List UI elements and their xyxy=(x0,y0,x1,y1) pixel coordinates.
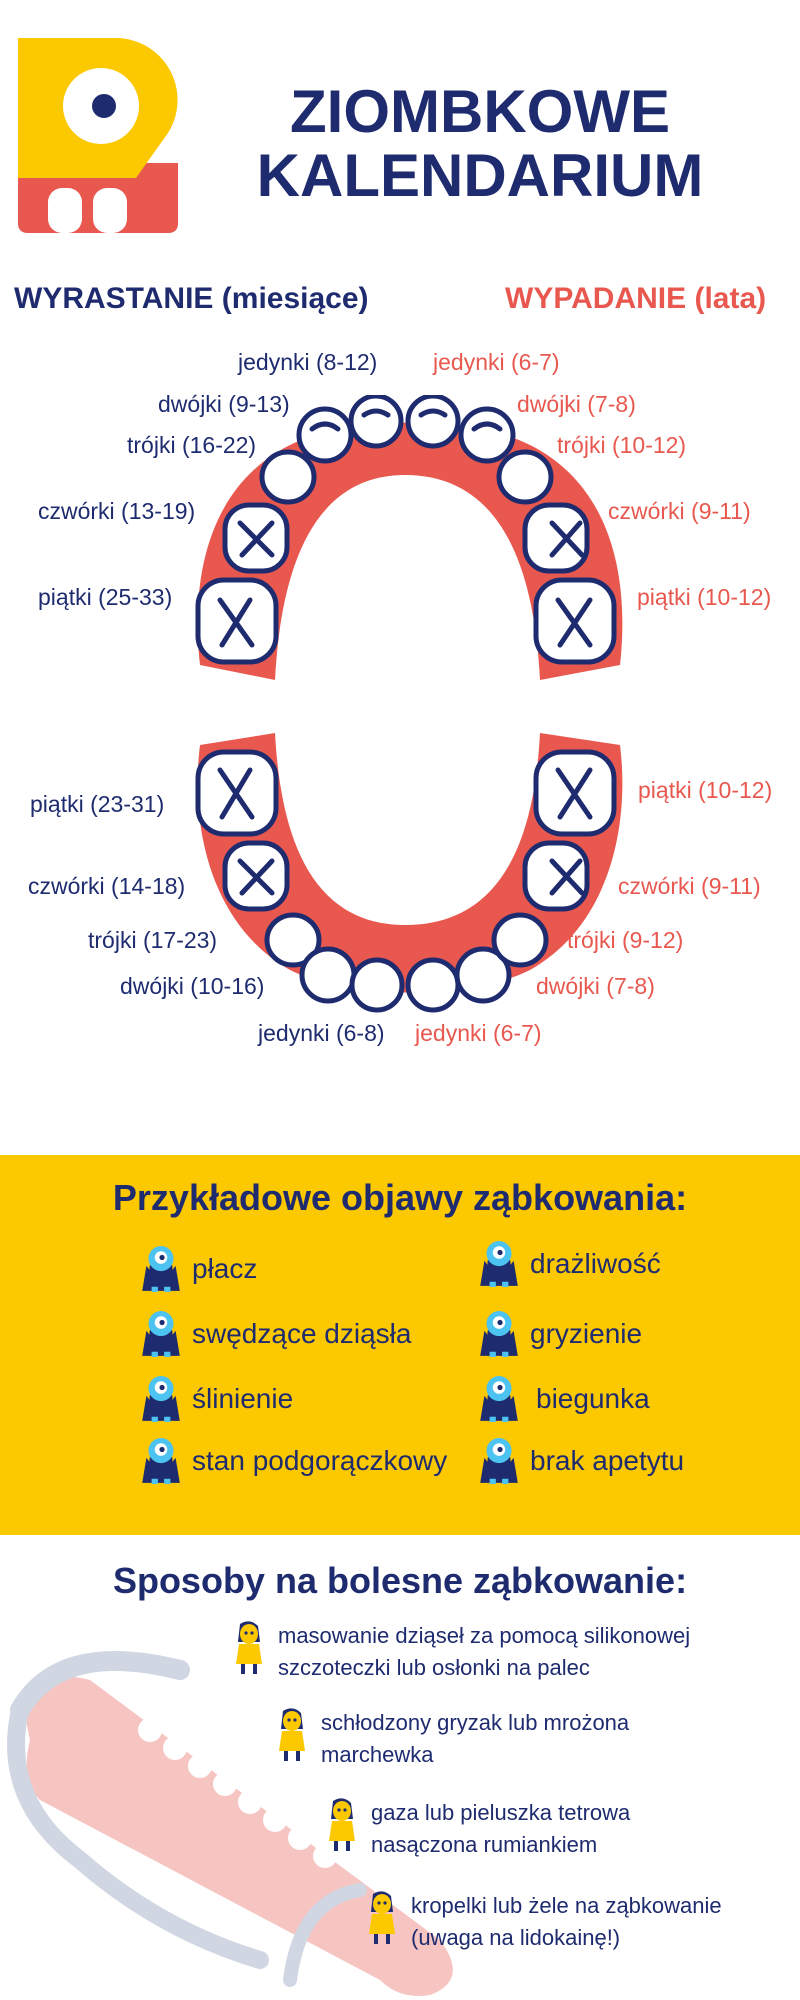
symptom-label: płacz xyxy=(192,1253,258,1284)
upper-left-central xyxy=(351,396,401,446)
upper-shedding-label-5: piątki (10-12) xyxy=(637,584,772,610)
blue-mascot-icon xyxy=(478,1310,520,1358)
eruption-heading: WYRASTANIE (miesiące) xyxy=(14,282,369,315)
upper-right-lateral xyxy=(461,409,513,461)
remedy-item xyxy=(365,1890,791,1954)
remedy-label: kropelki lub żele na ząbkowanie (uwaga na lidokainę!) xyxy=(411,1893,722,1950)
symptom-item xyxy=(478,1375,650,1423)
lower-eruption-label-3: trójki (17-23) xyxy=(88,927,218,953)
lower-right-central xyxy=(408,960,458,1010)
upper-left-lateral xyxy=(299,409,351,461)
remedy-item xyxy=(325,1797,731,1861)
symptom-item xyxy=(478,1240,661,1288)
blue-mascot-icon xyxy=(140,1310,182,1358)
title-line-1: ZIOMBKOWE xyxy=(290,78,670,145)
yellow-mascot-icon xyxy=(325,1797,359,1853)
lower-right-molar-1 xyxy=(525,843,587,909)
remedy-label: schłodzony gryzak lub mrożona marchewka xyxy=(321,1710,630,1767)
upper-eruption-label-2: dwójki (9-13) xyxy=(158,391,290,417)
lower-shedding-label-2: czwórki (9-11) xyxy=(618,873,761,899)
lower-jaw-diagram xyxy=(180,725,635,1015)
blue-mascot-icon xyxy=(478,1375,520,1423)
lower-left-central xyxy=(352,960,402,1010)
lower-eruption-label-4: dwójki (10-16) xyxy=(120,973,265,999)
blue-mascot-icon xyxy=(140,1375,182,1423)
upper-shedding-label-2: dwójki (7-8) xyxy=(517,391,636,417)
blue-mascot-icon xyxy=(478,1437,520,1485)
upper-shedding-label-1: jedynki (6-7) xyxy=(433,349,560,375)
lower-eruption-label-2: czwórki (14-18) xyxy=(28,873,186,899)
upper-eruption-label-1: jedynki (8-12) xyxy=(238,349,378,375)
yellow-mascot-icon xyxy=(275,1707,309,1763)
upper-right-molar-1 xyxy=(525,505,587,571)
symptom-label: swędzące dziąsła xyxy=(192,1318,412,1349)
symptom-label: biegunka xyxy=(536,1383,650,1414)
symptom-item xyxy=(478,1437,684,1485)
symptoms-heading: Przykładowe objawy ząbkowania: xyxy=(112,1177,688,1218)
remedies-heading: Sposoby na bolesne ząbkowanie: xyxy=(112,1560,688,1601)
symptom-label: drażliwość xyxy=(530,1248,661,1279)
shedding-heading: WYPADANIE (lata) xyxy=(505,282,767,315)
upper-eruption-label-5: piątki (25-33) xyxy=(38,584,173,610)
blue-mascot-icon xyxy=(140,1437,182,1485)
yellow-mascot-icon xyxy=(365,1890,399,1946)
upper-shedding-label-4: czwórki (9-11) xyxy=(608,498,751,524)
remedy-item xyxy=(275,1707,721,1771)
remedy-item xyxy=(232,1620,738,1684)
lower-shedding-label-4: dwójki (7-8) xyxy=(536,973,655,999)
yellow-mascot-icon xyxy=(232,1620,266,1676)
lower-shedding-label-5: jedynki (6-7) xyxy=(415,1020,542,1046)
title-line-2: KALENDARIUM xyxy=(256,142,704,209)
remedy-label: gaza lub pieluszka tetrowa nasączona rumiankiem xyxy=(371,1800,631,1857)
upper-right-central xyxy=(408,396,458,446)
lower-shedding-label-3: trójki (9-12) xyxy=(567,927,684,953)
symptom-item xyxy=(140,1437,447,1485)
upper-eruption-label-3: trójki (16-22) xyxy=(127,432,257,458)
brand-logo xyxy=(18,38,178,233)
symptom-item xyxy=(140,1375,293,1423)
upper-eruption-label-4: czwórki (13-19) xyxy=(38,498,196,524)
blue-mascot-icon xyxy=(478,1240,520,1288)
lower-eruption-label-5: jedynki (6-8) xyxy=(258,1020,385,1046)
symptom-label: ślinienie xyxy=(192,1383,294,1414)
remedy-label: masowanie dziąseł za pomocą silikonowej szczoteczki lub osłonki na palec xyxy=(278,1623,691,1680)
symptom-item xyxy=(140,1310,411,1358)
lower-right-canine xyxy=(494,915,546,965)
page-title xyxy=(230,80,730,208)
upper-shedding-label-3: trójki (10-12) xyxy=(557,432,687,458)
symptom-item xyxy=(140,1245,257,1293)
lower-left-lateral xyxy=(302,949,354,1001)
symptom-label: gryzienie xyxy=(530,1318,643,1349)
upper-left-canine xyxy=(262,452,314,502)
symptom-item xyxy=(478,1310,642,1358)
lower-eruption-label-1: piątki (23-31) xyxy=(30,791,165,817)
lower-shedding-label-1: piątki (10-12) xyxy=(638,777,773,803)
blue-mascot-icon xyxy=(140,1245,182,1293)
upper-right-canine xyxy=(499,452,551,502)
symptom-label: brak apetytu xyxy=(530,1445,685,1476)
symptom-label: stan podgorączkowy xyxy=(192,1445,448,1476)
